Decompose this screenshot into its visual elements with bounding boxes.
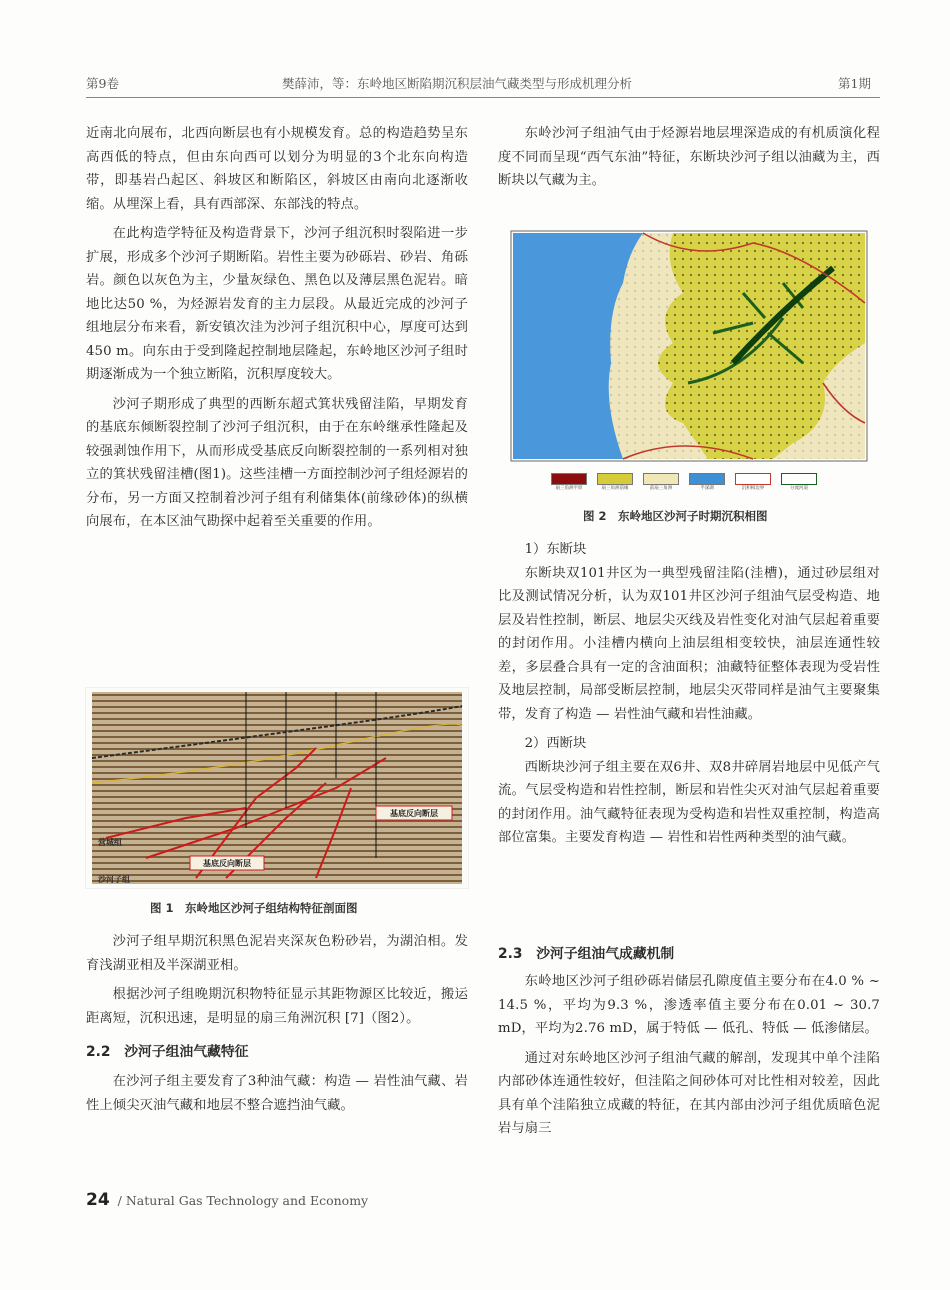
legend-item [689,473,725,491]
paragraph: 东断块双101井区为一典型残留洼陷(洼槽)，通过砂层组对比及测试情况分析，认为双101井区沙河子组油气层受构造、地层及岩性控制，断层、地层尖灭线及岩性变化对油气层起着重要的封闭作用。小洼槽内横向上油层组相变较快，油层连通性较差，多层叠合具有一定的含油面积；油藏特征整体表现为受岩性及地层控制，局部受断层控制，地层尖灭带同样是油气主要聚集带，发育了构造 — 岩性油气藏和岩性油藏。 [498,565,880,722]
legend-label: 扇三角洲前缘 [601,486,629,491]
legend-swatch [551,473,587,485]
legend-swatch [735,473,771,485]
paragraph: 沙河子期形成了典型的西断东超式箕状残留洼陷，早期发育的基底东倾断裂控制了沙河子组沉积，由于在东岭继承性隆起及较强剥蚀作用下，从而形成受基底反向断裂控制的一系列相对独立的箕状残留洼槽(图1)。这些洼槽一方面控制沙河子组烃源岩的分布，另一方面又控制着沙河子组有利储集体(前缘砂体)的纵横向展布，在本区油气勘探中起着至关重要的作用。 [86,396,468,529]
section-heading-2-3: 2.3 沙河子组油气成藏机制 [498,946,675,962]
figure-2-legend [551,473,817,491]
running-header-title: 樊薛沛，等：东岭地区断陷期沉积层油气藏类型与形成机理分析 [282,76,633,91]
legend-label: 沉积相边界 [741,486,765,491]
legend-swatch [781,473,817,485]
paragraph: 近南北向展布，北西向断层也有小规模发育。总的构造趋势呈东高西低的特点，但由东向西可以划分为明显的3个北东向构造带，即基岩凸起区、斜坡区和断陷区，斜坡区由南向北逐渐收缩。从埋深上看，具有西部深、东部浅的特点。 [86,126,468,212]
legend-item [643,473,679,491]
legend-label: 前扇三角洲 [649,486,673,491]
seismic-section-image [86,688,468,888]
figure-1-caption: 图 1 东岭地区沙河子组结构特征剖面图 [150,901,358,915]
left-column [86,122,468,540]
header-rule [86,97,880,98]
formation-label: 沙河子组 [98,875,130,884]
left-column-lower [86,930,468,1036]
paragraph: 通过对东岭地区沙河子组油气藏的解剖，发现其中单个洼陷内部砂体连通性较好，但洼陷之间砂体可对比性相对较差，因此具有单个洼陷独立成藏的特征，在其内部由沙河子组优质暗色泥岩与扇三 [498,1050,880,1136]
running-header-issue: 第1期 [838,76,871,91]
paragraph: 西断块沙河子组主要在双6井、双8井碎屑岩地层中见低产气流。气层受构造和岩性控制，断层和岩性尖灭对油气层起着重要的封闭作用。油气藏特征表现为受构造和岩性双重控制，构造高部位富集。主要发育构造 — 岩性和岩性两种类型的油气藏。 [498,759,880,845]
legend-item [735,473,771,491]
formation-label: 营城组 [98,838,122,847]
legend-item [551,473,587,491]
paragraph: 东岭沙河子组油气由于烃源岩地层埋深造成的有机质演化程度不同而呈现“西气东油”特征，东断块沙河子组以油藏为主，西断块以气藏为主。 [498,126,880,188]
legend-swatch [689,473,725,485]
page-footer [86,1190,368,1210]
section-heading-2-2: 2.2 沙河子组油气藏特征 [86,1044,249,1060]
legend-swatch [597,473,633,485]
figure-2-facies-map [503,223,875,498]
legend-item [597,473,633,491]
figure-2-caption: 图 2 东岭地区沙河子时期沉积相图 [583,509,768,523]
journal-name: / Natural Gas Technology and Economy [117,1193,369,1208]
legend-item [781,473,817,491]
right-column [498,122,880,199]
paragraph: 在沙河子组主要发育了3种油气藏：构造 — 岩性油气藏、岩性上倾尖灭油气藏和地层不整合遮挡油气藏。 [86,1074,468,1113]
paragraph: 在此构造学特征及构造背景下，沙河子组沉积时裂陷进一步扩展，形成多个沙河子期断陷。岩性主要为砂砾岩、砂岩、角砾岩。颜色以灰色为主，少量灰绿色、黑色以及薄层黑色泥岩。暗地比达50 %，为烃源岩发育的主力层段。从最近完成的沙河子组地层分布来看，新安镇次洼为沙河子组沉积中心，厚度可达到450 m。向东由于受到隆起控制地层隆起，东岭地区沙河子组时期逐渐成为一个独立断陷，沉积厚度较大。 [86,226,468,382]
legend-label: 分流河道 [790,486,808,491]
legend-label: 扇三角洲平原 [555,486,583,491]
paragraph: 根据沙河子组晚期沉积物特征显示其距物源区比较近，搬运距离短，沉积迅速，是明显的扇三角洲沉积 [7]（图2）。 [86,987,468,1026]
subsection-heading-west: 2）西断块 [524,736,587,751]
figure-1-seismic-section [86,688,468,888]
facies-map-image [503,223,875,498]
right-column-lower [498,538,880,856]
right-column-tail [498,970,880,1147]
left-column-tail [86,1070,468,1123]
fault-label: 基底反向断层 [203,859,251,868]
running-header-volume: 第9卷 [86,76,119,91]
legend-swatch [643,473,679,485]
legend-label: 半深湖 [700,486,714,491]
fault-label: 基底反向断层 [390,809,438,818]
page-number: 24 [86,1190,110,1210]
paragraph: 沙河子组早期沉积黑色泥岩夹深灰色粉砂岩，为湖泊相。发育浅湖亚相及半深湖亚相。 [86,934,468,973]
subsection-heading-east: 1）东断块 [524,542,587,557]
paragraph: 东岭地区沙河子组砂砾岩储层孔隙度值主要分布在4.0 % ~ 14.5 %，平均为9.3 %，渗透率值主要分布在0.01 ~ 30.7 mD，平均为2.76 mD，属于特低 — 低孔、特低 — 低渗储层。 [498,974,880,1036]
